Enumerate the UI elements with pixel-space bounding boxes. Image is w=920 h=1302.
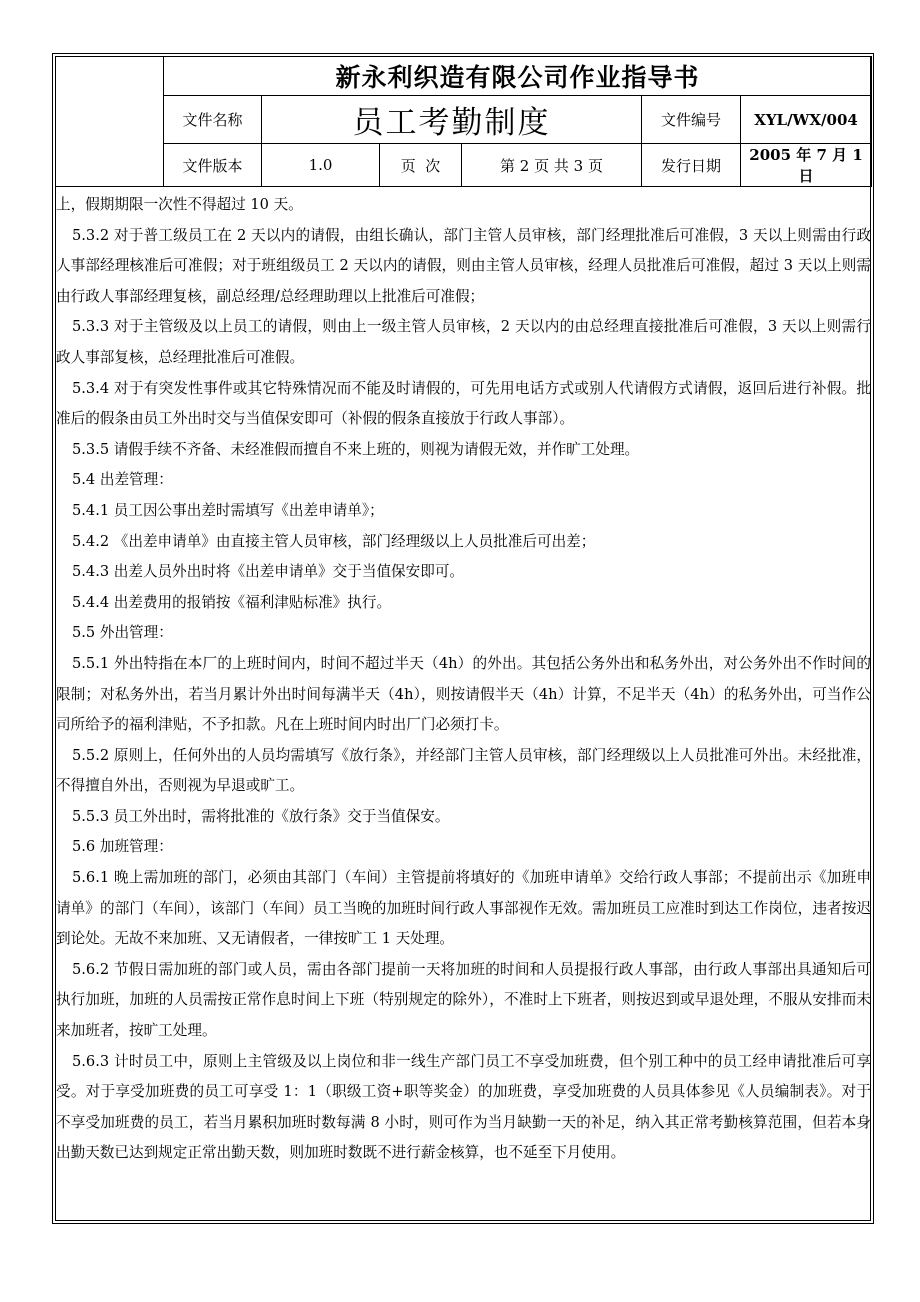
paragraph: 5.5.3 员工外出时，需将批准的《放行条》交于当值保安。 [72,807,450,825]
paragraph: 5.4.2 《出差申请单》由直接主管人员审核，部门经理级以上人员批准后可出差； [72,532,596,550]
doc-no-label: 文件编号 [642,96,741,144]
version-value: 1.0 [262,144,380,187]
page-info: 第 2 页 共 3 页 [462,144,642,187]
section-heading: 5.5 外出管理： [72,624,173,642]
issue-date: 2005 年 7 月 1 日 [741,144,872,187]
paragraph: 5.4.3 出差人员外出时将《出差申请单》交于当值保安即可。 [72,563,465,581]
paragraph: 上，假期期限一次性不得超过 10 天。 [56,196,303,213]
version-label: 文件版本 [164,144,262,187]
paragraph: 5.5.2 原则上，任何外出的人员均需填写《放行条》，并经部门主管人员审核，部门经理级以上人员批准可外出。未经批准，不得擅自外出，否则视为早退或旷工。 [56,746,871,795]
paragraph: 5.4.4 出差费用的报销按《福利津贴标准》执行。 [72,593,392,611]
document-header-table [55,56,872,187]
header-blank-cell [56,57,164,187]
paragraph: 5.6.2 节假日需加班的部门或人员，需由各部门提前一天将加班的时间和人员提报行政人事部，由行政人事部出具通知后可执行加班，加班的人员需按正常作息时间上下班（特别规定的除外），不准时上下班者，则按迟到或早退处理，不服从安排而未来加班者，按旷工处理。 [56,960,871,1040]
paragraph: 5.6.1 晚上需加班的部门，必须由其部门（车间）主管提前将填好的《加班申请单》交给行政人事部；不提前出示《加班申请单》的部门（车间），该部门（车间）员工当晚的加班时间行政人事部视作无效。需加班员工应准时到达工作岗位，违者按迟到论处。无故不来加班、又无请假者，一律按旷工 1 天处理。 [56,869,871,948]
doc-no: XYL/WX/004 [741,96,872,144]
date-label: 发行日期 [642,144,741,187]
doc-name-label: 文件名称 [164,96,262,144]
section-heading: 5.6 加班管理： [72,838,173,856]
paragraph: 5.6.3 计时员工中，原则上主管级及以上岗位和非一线生产部门员工不享受加班费，但个别工种中的员工经申请批准后可享受。对于享受加班费的员工可享受 1：1（职级工资+职等奖金）的加班费，享受加班费的人员具体参见《人员编制表》。对于不享受加班费的员工，若当月累积加班时数每满 8 小时，则可作为当月缺勤一天的补足，纳入其正常考勤核算范围，但若本身出勤天数已达到规定正常出勤天数，则加班时数既不进行薪金核算，也不延至下月使用。 [56,1052,871,1162]
company-title: 新永利织造有限公司作业指导书 [164,57,872,96]
paragraph: 5.3.5 请假手续不齐备、未经准假而擅自不来上班的，则视为请假无效，并作旷工处理。 [72,440,640,458]
paragraph: 5.5.1 外出特指在本厂的上班时间内，时间不超过半天（4h）的外出。其包括公务外出和私务外出，对公务外出不作时间的限制；对私务外出，若当月累计外出时间每满半天（4h），则按请假半天（4h）计算，不足半天（4h）的私务外出，可当作公司所给予的福利津贴，不予扣款。凡在上班时间内时出厂门必须打卡。 [56,654,871,734]
paragraph: 5.4.1 员工因公事出差时需填写《出差申请单》； [72,501,384,519]
paragraph: 5.3.4 对于有突发性事件或其它特殊情况而不能及时请假的，可先用电话方式或别人代请假方式请假，返回后进行补假。批准后的假条由员工外出时交与当值保安即可（补假的假条直接放于行政人事部）。 [56,379,871,428]
doc-title: 员工考勤制度 [262,96,642,144]
page-label: 页 次 [380,144,462,187]
document-body [56,190,871,1169]
paragraph: 5.3.2 对于普工级员工在 2 天以内的请假，由组长确认，部门主管人员审核，部门经理批准后可准假，3 天以上则需由行政人事部经理核准后可准假；对于班组级员工 2 天以内的请假，则由主管人员审核，经理人员批准后可准假，超过 3 天以上则需由行政人事部经理复核，副总经理/总经理助理以上批准后可准假； [56,226,871,305]
section-heading: 5.4 出差管理： [72,471,173,489]
paragraph: 5.3.3 对于主管级及以上员工的请假，则由上一级主管人员审核，2 天以内的由总经理直接批准后可准假，3 天以上则需行政人事部复核，总经理批准后可准假。 [56,318,871,366]
